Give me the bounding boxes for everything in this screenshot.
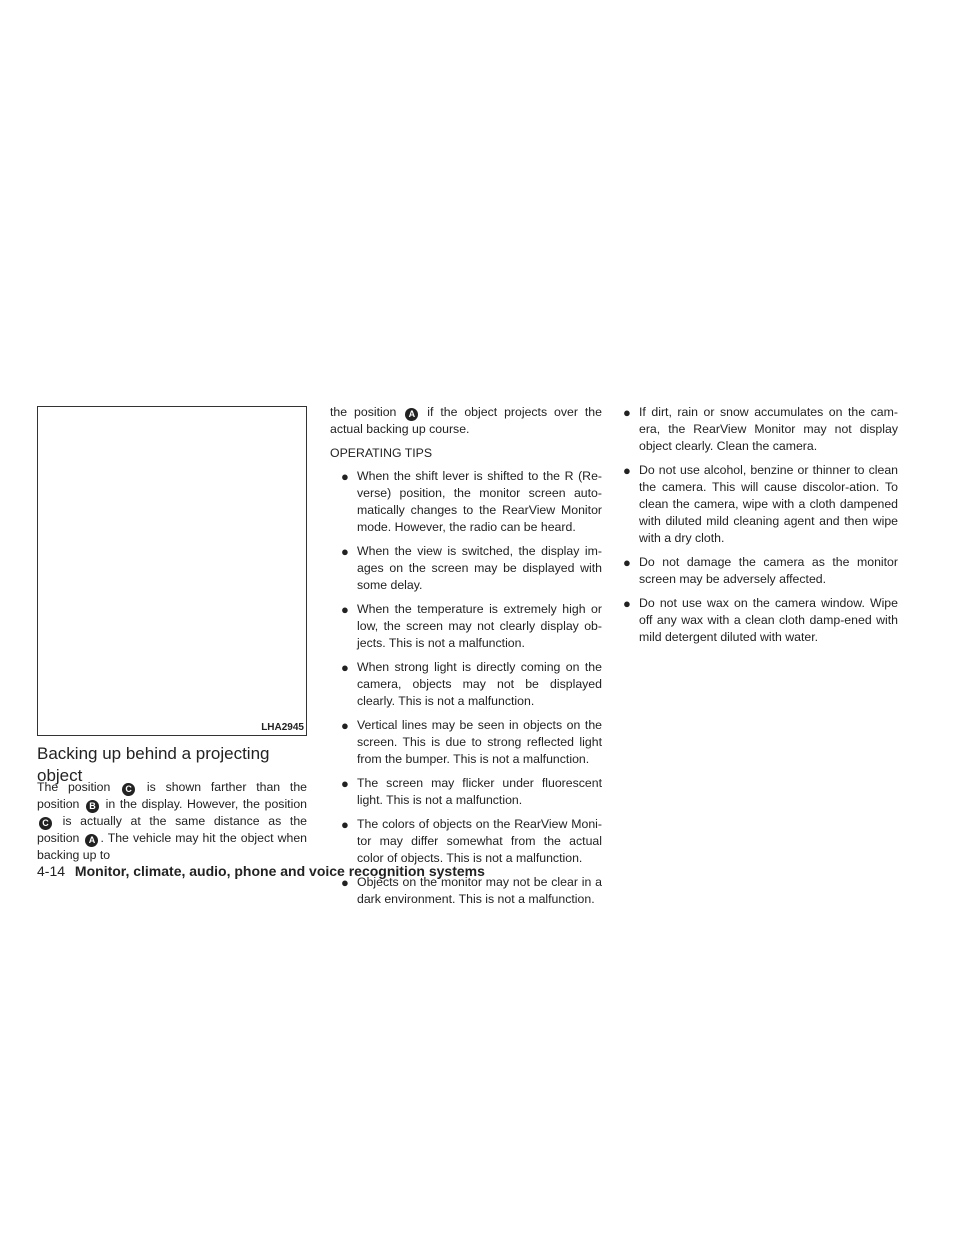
page-number: 4-14 — [37, 863, 66, 879]
tip-text: Do not damage the camera as the monitor screen may be adversely affected. — [639, 555, 898, 586]
tip-text: Objects on the monitor may not be clear in a dark environment. This is not a malfunction. — [357, 875, 602, 906]
list-item — [341, 601, 602, 652]
page-footer — [37, 862, 485, 880]
bullet-icon: ● — [341, 776, 349, 791]
column-1 — [37, 779, 307, 871]
marker-a-icon: A — [405, 408, 418, 421]
tip-text: Do not use wax on the camera window. Wipe off any wax with a clean cloth damp-ened with mild detergent diluted with water. — [639, 596, 898, 644]
list-item — [341, 775, 602, 809]
list-item — [341, 543, 602, 594]
bullet-icon: ● — [341, 602, 349, 617]
intro-text-5: . The vehicle may hit the object when backing up to — [37, 831, 307, 862]
marker-b-icon: B — [86, 800, 99, 813]
intro-text-6: the position — [330, 405, 397, 419]
tip-text: When the temperature is extremely high or low, the screen may not clearly display ob-jects. This is not a malfunction. — [357, 602, 602, 650]
tip-text: When the view is switched, the display im-ages on the screen may be displayed with some delay. — [357, 544, 602, 592]
intro-text-4: is actually at the same distance as the position — [37, 814, 307, 845]
tips-list-2 — [623, 404, 898, 646]
bullet-icon: ● — [623, 463, 631, 478]
tip-text: The colors of objects on the RearView Moni-tor may differ somewhat from the actual color of objects. This is not a malfunction. — [357, 817, 602, 865]
list-item — [623, 554, 898, 588]
bullet-icon: ● — [623, 405, 631, 420]
list-item — [623, 595, 898, 646]
marker-c-icon: C — [122, 783, 135, 796]
marker-a-icon: A — [85, 834, 98, 847]
tip-text: Vertical lines may be seen in objects on the screen. This is due to strong reflected light from the bumper. This is not a malfunction. — [357, 718, 602, 766]
intro-continuation — [330, 404, 602, 438]
column-2 — [330, 404, 602, 915]
intro-text-1: The position — [37, 780, 111, 794]
operating-tips-heading: OPERATING TIPS — [330, 446, 433, 460]
list-item — [623, 404, 898, 455]
tips-list-1 — [330, 468, 602, 908]
list-item — [341, 717, 602, 768]
bullet-icon: ● — [341, 544, 349, 559]
bullet-icon: ● — [341, 469, 349, 484]
list-item — [341, 659, 602, 710]
tip-text: When the shift lever is shifted to the R (Re-verse) position, the monitor screen auto-matically changes to the RearView Monitor mode. However, the radio can be heard. — [357, 469, 602, 534]
tip-text: The screen may flicker under fluorescent light. This is not a malfunction. — [357, 776, 602, 807]
section-title: Backing up behind a projecting object — [37, 744, 270, 785]
bullet-icon: ● — [341, 718, 349, 733]
figure-code: LHA2945 — [261, 722, 304, 733]
tip-text: If dirt, rain or snow accumulates on the cam-era, the RearView Monitor may not display object clearly. Clean the camera. — [639, 405, 898, 453]
intro-paragraph — [37, 779, 307, 864]
bullet-icon: ● — [341, 660, 349, 675]
intro-text-7: if the object projects over the actual backing up course. — [330, 405, 602, 436]
list-item — [623, 462, 898, 547]
bullet-icon: ● — [623, 596, 631, 611]
tip-text: When strong light is directly coming on the camera, objects may not be displayed clearly. This is not a malfunction. — [357, 660, 602, 708]
list-item — [341, 816, 602, 867]
bullet-icon: ● — [341, 817, 349, 832]
intro-text-2: is shown farther than the position — [37, 780, 308, 811]
chapter-title: Monitor, climate, audio, phone and voice recognition systems — [74, 863, 485, 879]
bullet-icon: ● — [341, 875, 349, 890]
tip-text: Do not use alcohol, benzine or thinner to clean the camera. This will cause discolor-ation. To clean the camera, wipe with a cloth dampened with diluted mild cleaning agent and then wipe with a dry cloth. — [639, 463, 898, 545]
intro-text-3: in the display. However, the position — [105, 797, 307, 811]
column-3 — [623, 404, 898, 653]
illustration-figure — [37, 406, 307, 736]
bullet-icon: ● — [623, 555, 631, 570]
marker-c-icon: C — [39, 817, 52, 830]
list-item — [341, 468, 602, 536]
